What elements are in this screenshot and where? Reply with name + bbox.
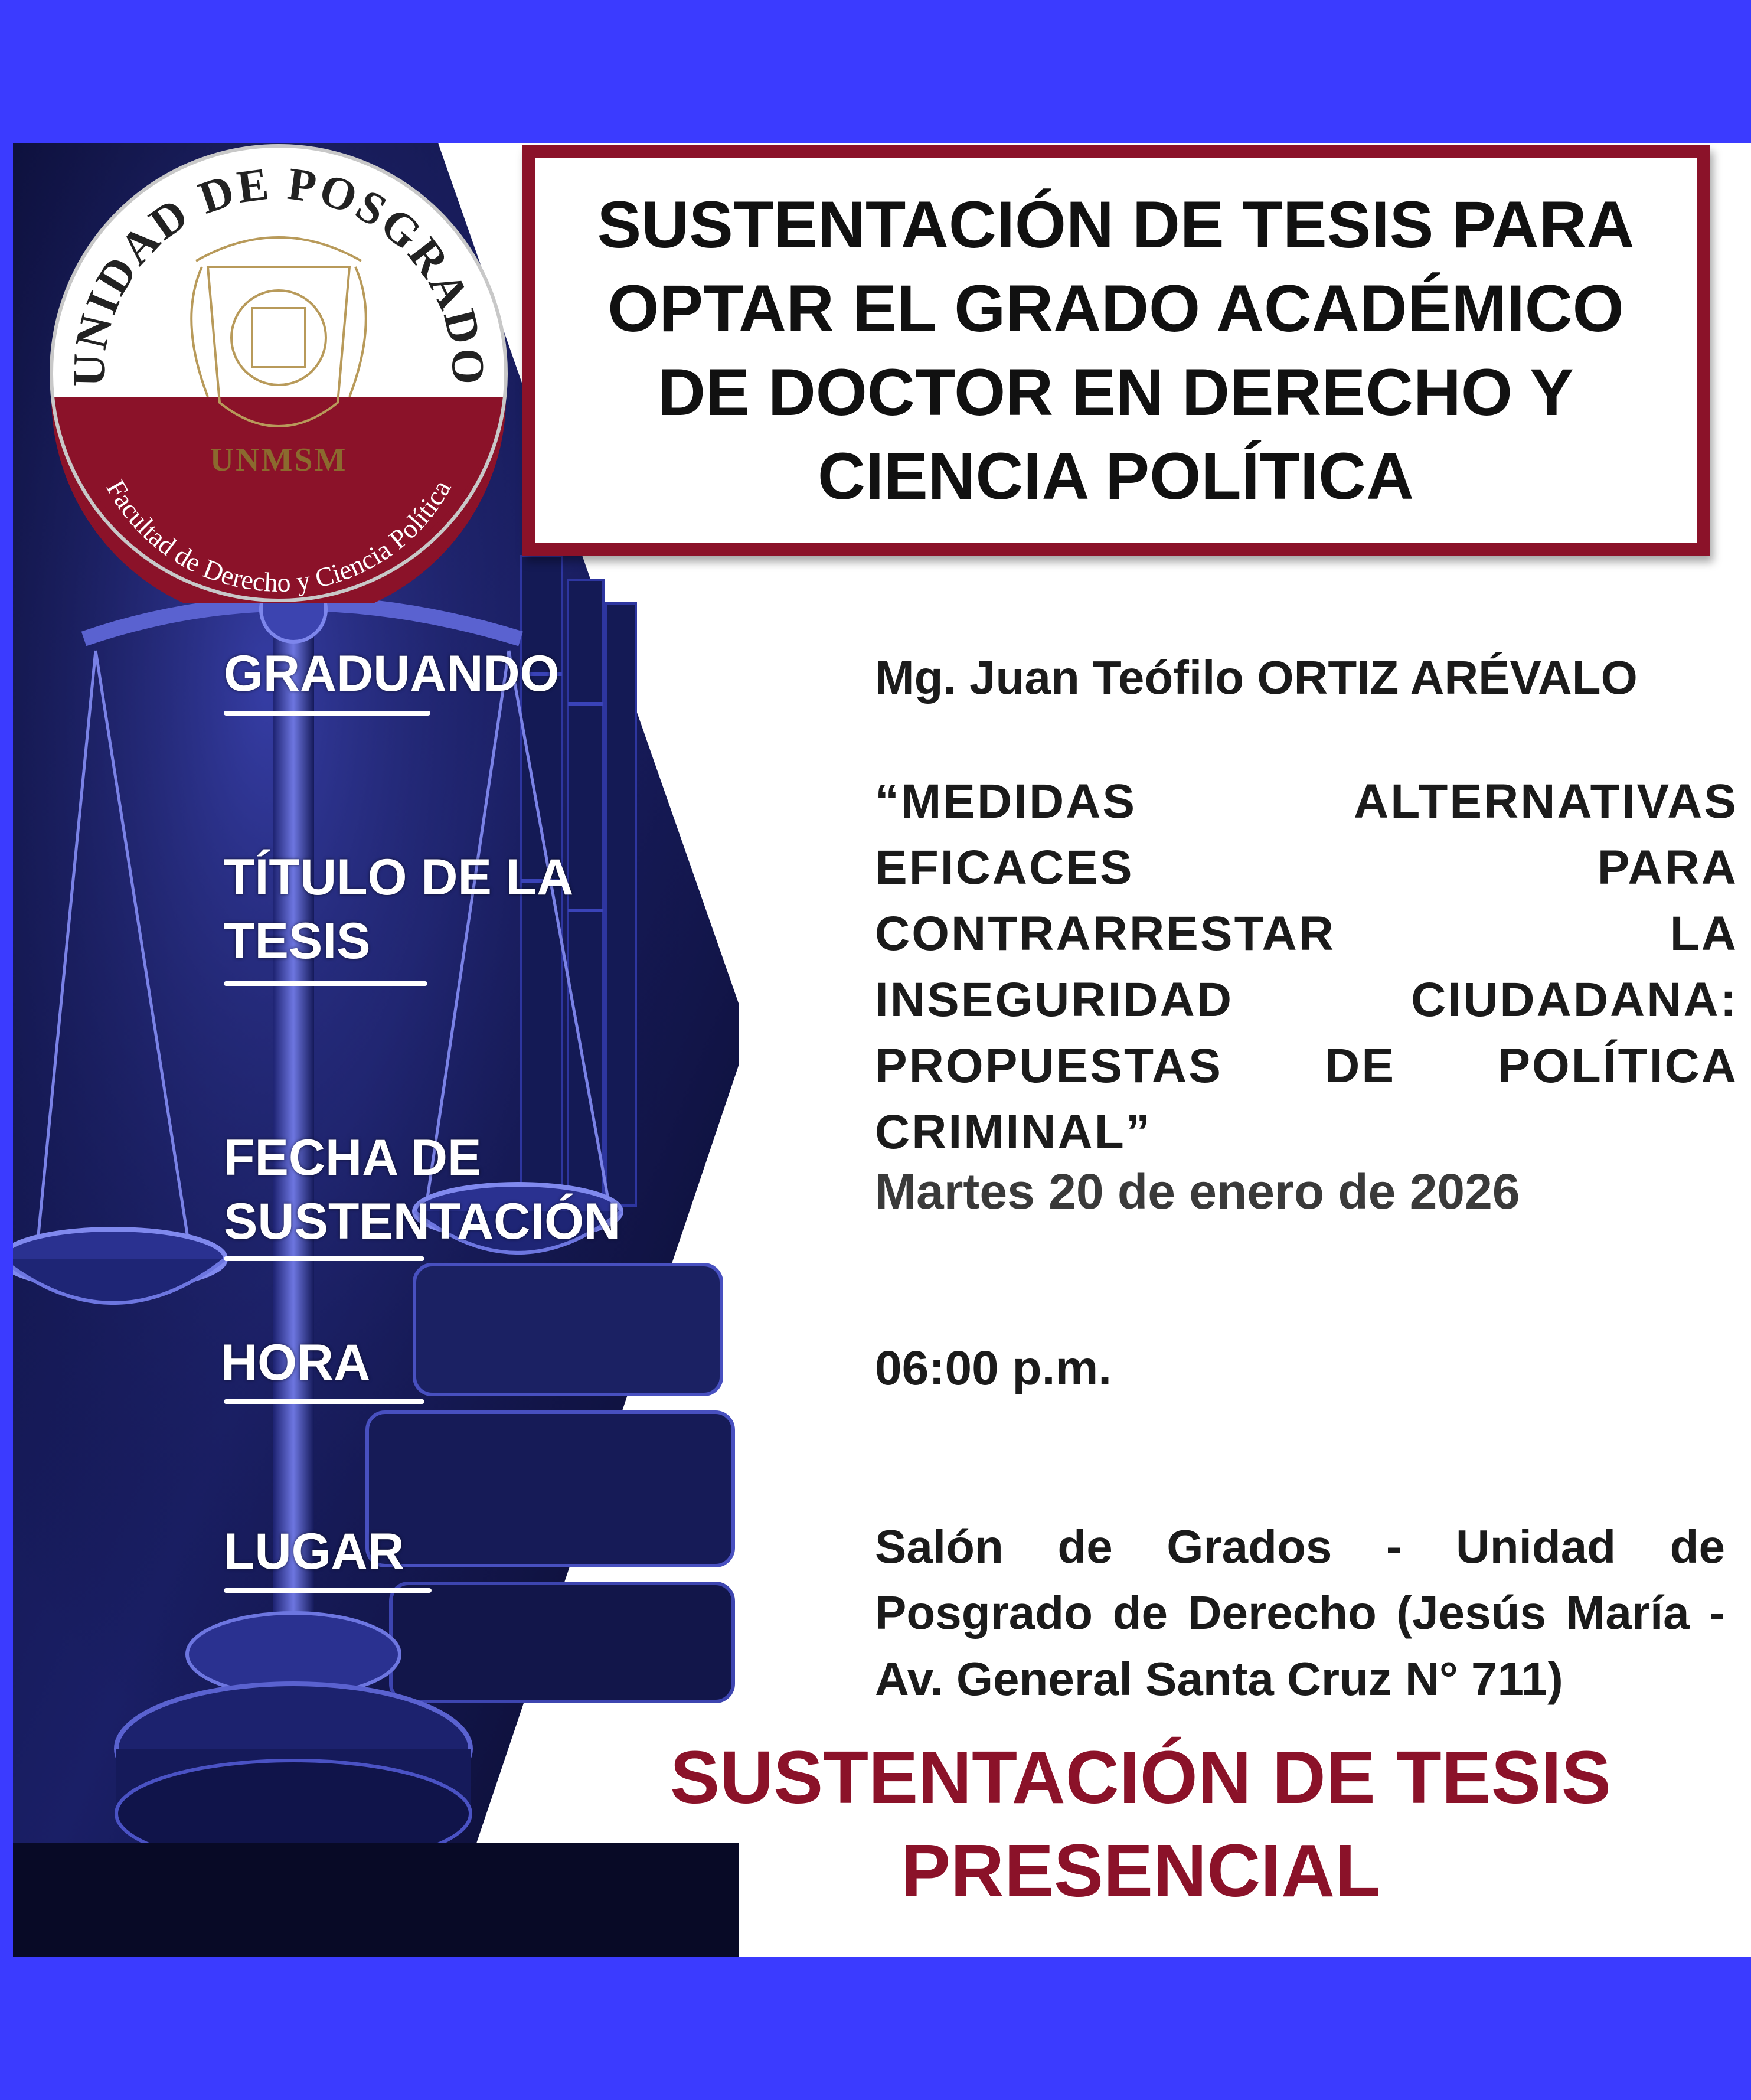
value-titulo: “MEDIDAS ALTERNATIVAS EFICACES PARA CONTRARRESTAR LA INSEGURIDAD CIUDADANA: PROPUESTAS DE POLÍTICA CRIMINAL” <box>875 775 1738 1159</box>
label-titulo-line1: TÍTULO DE LA <box>224 849 574 906</box>
underline-fecha <box>224 1256 424 1261</box>
underline-graduando <box>224 711 430 716</box>
value-hora: 06:00 p.m. <box>875 1341 1112 1395</box>
underline-titulo <box>224 981 427 986</box>
svg-text:UNMSM: UNMSM <box>210 442 348 478</box>
page-title: SUSTENTACIÓN DE TESIS PARA OPTAR EL GRADO ACADÉMICO DE DOCTOR EN DERECHO Y CIENCIA POLÍTICA <box>597 188 1635 513</box>
unmsm-posgrado-logo <box>48 143 509 603</box>
footer-title-line2: PRESENCIAL <box>900 1829 1381 1912</box>
label-fecha-line2: SUSTENTACIÓN <box>224 1193 621 1250</box>
bottom-frame-band <box>0 1957 1751 2100</box>
label-graduando: GRADUANDO <box>224 645 560 702</box>
label-hora: HORA <box>221 1334 371 1391</box>
value-fecha: Martes 20 de enero de 2026 <box>875 1164 1520 1219</box>
value-graduando: Mg. Juan Teófilo ORTIZ ARÉVALO <box>875 651 1638 704</box>
footer-title <box>580 1731 1701 1918</box>
poster <box>13 143 1751 1957</box>
value-lugar: Salón de Grados - Unidad de Posgrado de Derecho (Jesús María - Av. General Santa Cruz N° 711) <box>875 1520 1725 1705</box>
label-lugar: LUGAR <box>224 1523 404 1580</box>
svg-text:Facultad de Derecho y Ciencia: Facultad de Derecho y Ciencia Política <box>100 475 457 598</box>
label-titulo-line2: TESIS <box>224 913 371 969</box>
underline-lugar <box>224 1588 432 1593</box>
svg-text:UNIDAD DE POSGRADO: UNIDAD DE POSGRADO <box>63 157 495 388</box>
footer-title-line1: SUSTENTACIÓN DE TESIS <box>670 1736 1611 1819</box>
header-title-box <box>522 145 1710 556</box>
label-fecha-line1: FECHA DE <box>224 1129 482 1186</box>
underline-hora <box>224 1399 424 1404</box>
